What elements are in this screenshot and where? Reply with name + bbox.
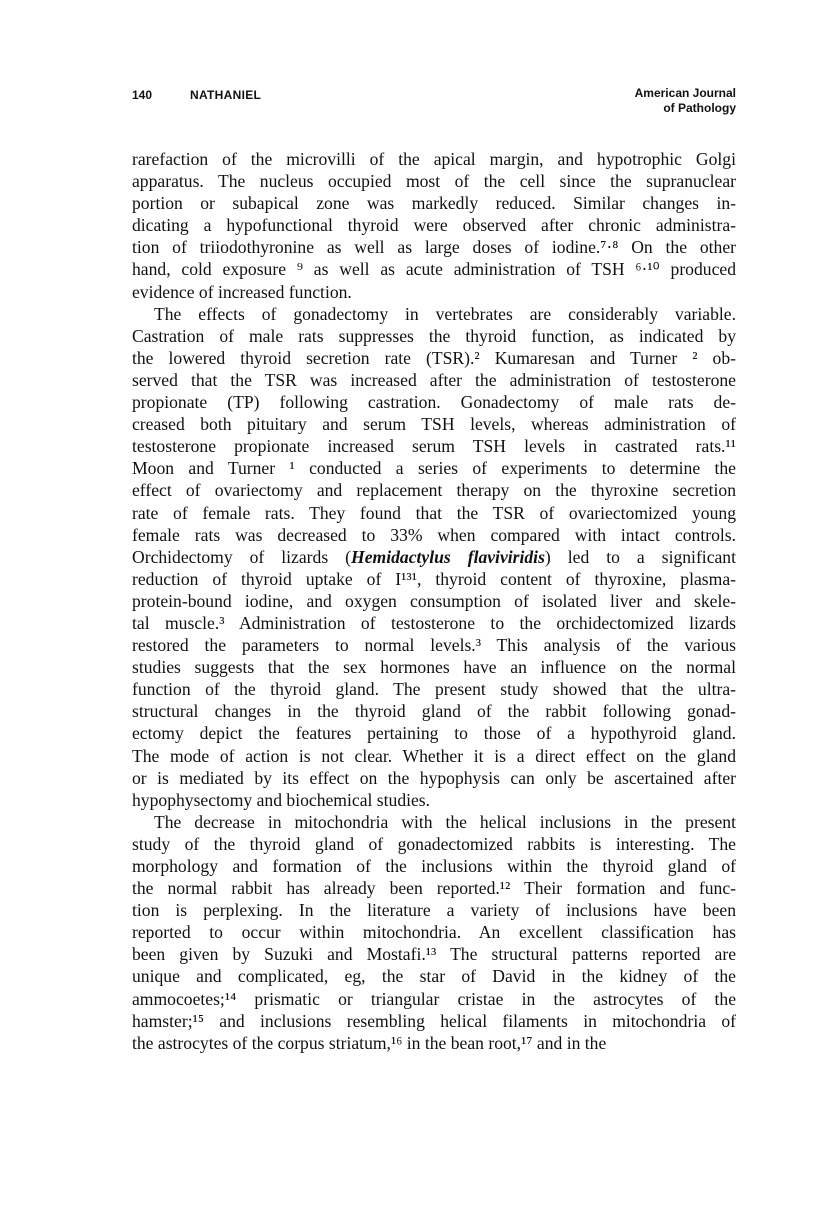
text-line: restored the parameters to normal levels.³ This analysis of the various: [132, 635, 736, 656]
text-line: female rats was decreased to 33% when compared with intact controls.: [132, 524, 736, 545]
journal-title-line-2: of Pathology: [663, 101, 736, 115]
text-line: protein-bound iodine, and oxygen consumption of isolated liver and skele-: [132, 590, 736, 611]
text-line: ammocoetes;¹⁴ prismatic or triangular cristae in the astrocytes of the: [132, 988, 736, 1009]
text-line: function of the thyroid gland. The present study showed that the ultra-: [132, 679, 736, 700]
text-line: the astrocytes of the corpus striatum,¹⁶ in the bean root,¹⁷ and in the: [132, 1032, 607, 1053]
text-line: structural changes in the thyroid gland of the rabbit following gonad-: [132, 701, 736, 722]
text-line: hand, cold exposure ⁹ as well as acute administration of TSH ⁶·¹⁰ produced: [132, 259, 736, 280]
page-number: 140: [132, 88, 153, 102]
text-line: effect of ovariectomy and replacement therapy on the thyroxine secretion: [132, 480, 736, 501]
running-head: [132, 86, 736, 120]
text-line: Moon and Turner ¹ conducted a series of experiments to determine the: [132, 458, 736, 479]
paragraph: [132, 303, 736, 811]
text-line: creased both pituitary and serum TSH levels, whereas administration of: [132, 414, 736, 435]
text-line: testosterone propionate increased serum TSH levels in castrated rats.¹¹: [132, 436, 736, 457]
text-line: propionate (TP) following castration. Gonadectomy of male rats de-: [132, 392, 736, 413]
text-line: tion is perplexing. In the literature a variety of inclusions have been: [132, 900, 736, 921]
text-line: The decrease in mitochondria with the helical inclusions in the present: [154, 811, 736, 832]
text-line: the lowered thyroid secretion rate (TSR).² Kumaresan and Turner ² ob-: [132, 347, 736, 368]
body-text: [132, 148, 736, 1054]
text-line: hypophysectomy and biochemical studies.: [132, 789, 431, 810]
text-line: unique and complicated, eg, the star of David in the kidney of the: [132, 966, 736, 987]
text-line: hamster;¹⁵ and inclusions resembling helical filaments in mitochondria of: [132, 1010, 736, 1031]
text-line: apparatus. The nucleus occupied most of the cell since the supranuclear: [132, 171, 736, 192]
text-line: ectomy depict the features pertaining to those of a hypothyroid gland.: [132, 723, 736, 744]
text-line: rate of female rats. They found that the TSR of ovariectomized young: [132, 502, 736, 523]
species-name: Hemidactylus flaviviridis: [351, 546, 545, 567]
journal-title-line-1: American Journal: [634, 86, 736, 100]
text-line: tion of triiodothyronine as well as large doses of iodine.⁷·⁸ On the other: [132, 237, 736, 258]
text-line: been given by Suzuki and Mostafi.¹³ The structural patterns reported are: [132, 944, 736, 965]
running-author: NATHANIEL: [190, 88, 262, 102]
paragraph: [132, 811, 736, 1054]
text-line: or is mediated by its effect on the hypophysis can only be ascertained after: [132, 767, 736, 788]
text-line: dicating a hypofunctional thyroid were observed after chronic administra-: [132, 215, 736, 236]
text-line: study of the thyroid gland of gonadectomized rabbits is interesting. The: [132, 833, 736, 854]
text-line: tal muscle.³ Administration of testosterone to the orchidectomized lizards: [132, 612, 736, 633]
text-line: Castration of male rats suppresses the thyroid function, as indicated by: [132, 325, 736, 346]
text-line: The effects of gonadectomy in vertebrates are considerably variable.: [154, 303, 736, 324]
text-line: The mode of action is not clear. Whether it is a direct effect on the gland: [132, 745, 736, 766]
text-line: morphology and formation of the inclusions within the thyroid gland of: [132, 856, 736, 876]
text-line: rarefaction of the microvilli of the apical margin, and hypotrophic Golgi: [132, 149, 736, 169]
text-line: studies suggests that the sex hormones have an influence on the normal: [132, 657, 736, 678]
text-line: portion or subapical zone was markedly reduced. Similar changes in-: [132, 193, 736, 214]
text-line: reduction of thyroid uptake of I¹³¹, thyroid content of thyroxine, plasma-: [132, 568, 736, 589]
text-line: the normal rabbit has already been reported.¹² Their formation and func-: [132, 878, 736, 899]
text-line: served that the TSR was increased after the administration of testosterone: [132, 369, 736, 390]
paragraph: [132, 148, 736, 303]
text-line: reported to occur within mitochondria. An excellent classification has: [132, 922, 736, 943]
text-line: Orchidectomy of lizards (Hemidactylus flaviviridis) led to a significant: [132, 546, 736, 567]
text-line: evidence of increased function.: [132, 281, 352, 302]
journal-title: [635, 86, 736, 116]
